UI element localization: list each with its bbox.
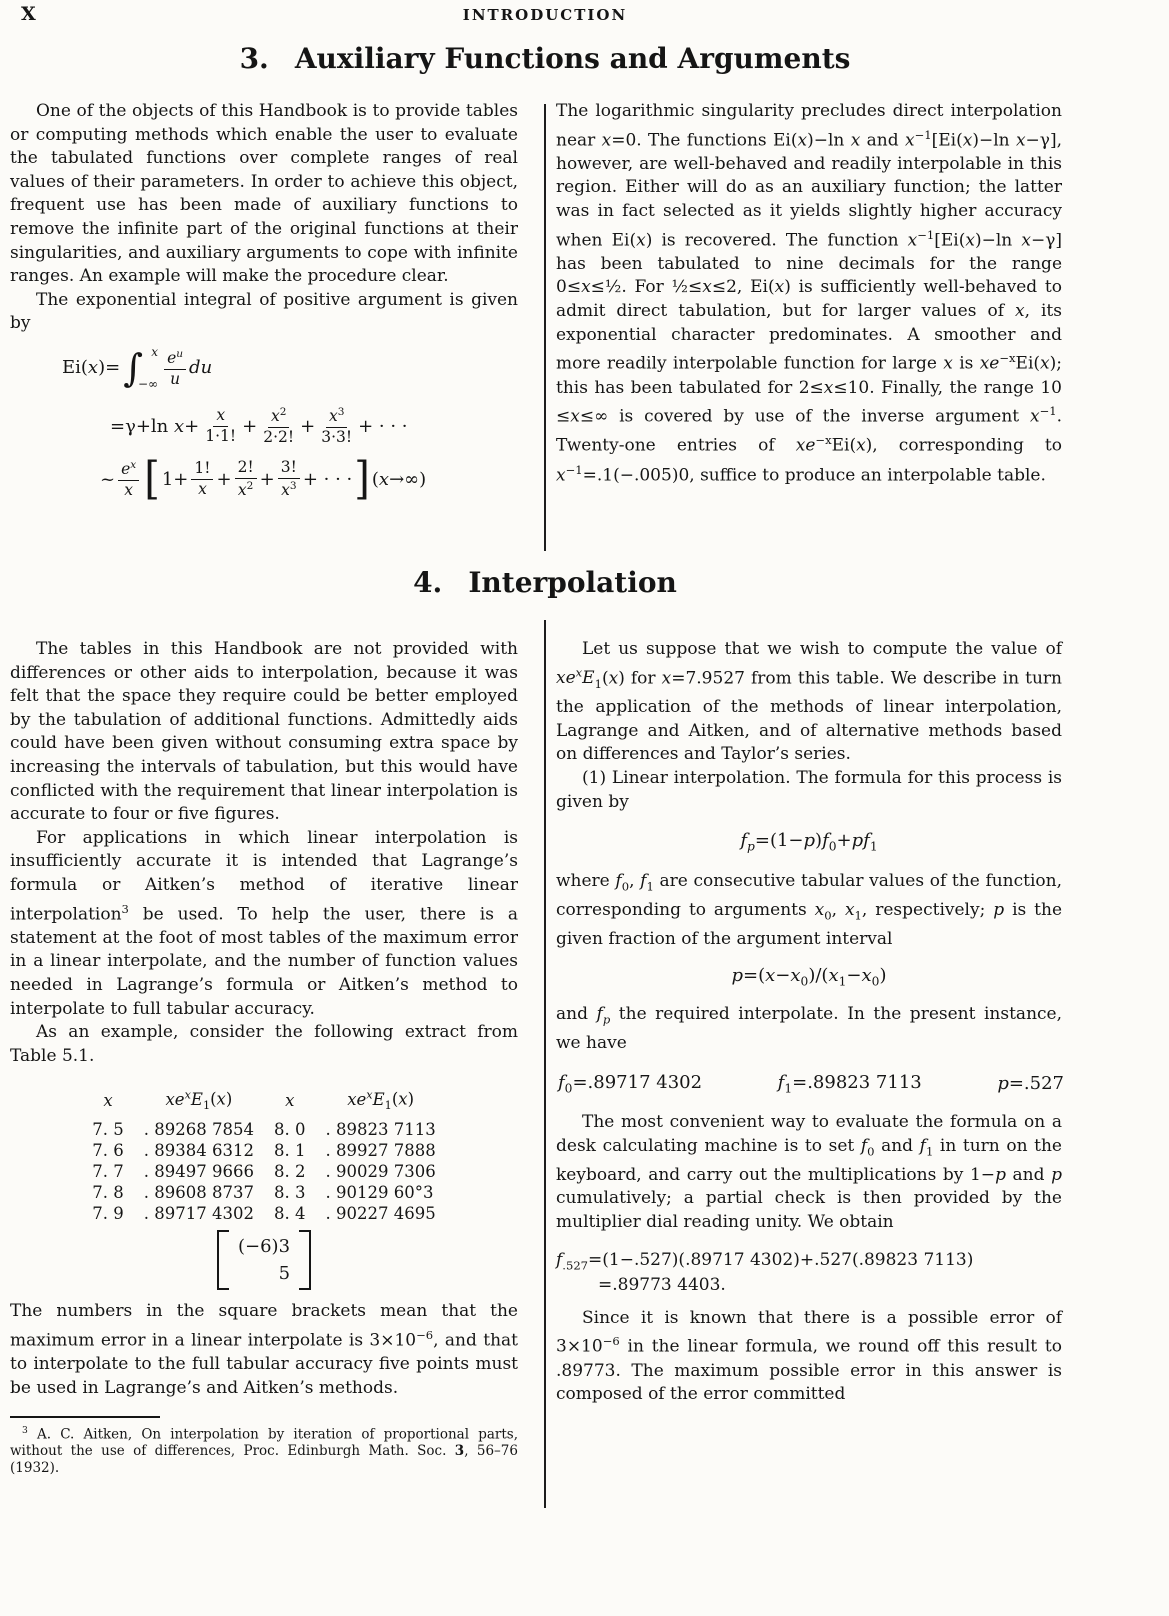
bracket-annotation xyxy=(217,1230,311,1290)
paragraph-lagrange-aitken: For applications in which linear interpolation is insufficiently accurate it is intended that Lagrange’s formula or Aitken’s method of iterative linear interpolation$^3$ be used. To help the user, there is a statement at the foot of most tables of the maximum error in a linear interpolate, and the number of function values needed in Lagrange’s formula or Aitken’s method to interpolate to full tabular accuracy. xyxy=(10,827,518,1019)
table-cell: . 89927 7888 xyxy=(325,1141,436,1161)
table-cell: . 89823 7113 xyxy=(325,1120,436,1140)
table-row xyxy=(82,1119,445,1140)
table-cell: 8. 4 xyxy=(274,1204,306,1224)
section3-title: Auxiliary Functions and Arguments xyxy=(294,42,851,75)
paragraph-square-brackets-meaning: The numbers in the square brackets mean that the maximum error in a linear interpolate is $3\times 10^{-6}$, and that to interpolate to the full tabular accuracy five points must be used in Lagrange’s and Aitken’s methods. xyxy=(10,1301,518,1398)
left-bracket xyxy=(217,1230,229,1290)
paragraph-required-interpolate: and $f_p$ the required interpolate. In the present instance, we have xyxy=(556,1003,1063,1053)
paragraph-possible-error: Since it is known that there is a possible error of $3\times 10^{-6}$ in the linear formula, we round off this result to .89773. The maximum possible error in this answer is composed of the error committed xyxy=(556,1307,1062,1405)
display-formula-f527-line2: =.89773 4403. xyxy=(598,1274,726,1295)
table-cell: 7. 9 xyxy=(92,1204,124,1224)
table-header-x: x xyxy=(103,1090,113,1110)
section4-title: Interpolation xyxy=(468,566,677,599)
section4-heading xyxy=(0,566,1090,599)
table-5-1-extract xyxy=(82,1084,445,1224)
table-cell: 7. 6 xyxy=(92,1141,124,1161)
table-cell: 7. 7 xyxy=(92,1162,124,1182)
table-cell: 7. 8 xyxy=(92,1183,124,1203)
bracket-values xyxy=(236,1230,292,1290)
table-row xyxy=(82,1182,445,1203)
paragraph-desk-calculating-machine: The most convenient way to evaluate the formula on a desk calculating machine is to set $f_0$ and $f_1$ in turn on the keyboard, and carry out the multiplications by 1−p and p cumulatively; a partial check is then provided by the multiplier dial reading unity. We obtain xyxy=(556,1112,1063,1232)
table-header-xexE1x: $xe^xE_1(x)$ xyxy=(165,1088,233,1113)
table-row xyxy=(82,1140,445,1161)
section3-heading xyxy=(0,42,1090,75)
paragraph-tables-no-differences: The tables in this Handbook are not provided with differences or other aids to interpolation, because it was felt that the space they require could be better employed by the tabulation of additional functions. Admittedly aids could have been given without consuming extra space by increasing the intervals of tabulation, but this would have conflicted with the requirement that linear interpolation is accurate to four or five figures. xyxy=(10,639,518,825)
display-values-f0-f1-p: $f_0=.89717$ 4302 $f_1=.89823$ 7113 p=.527 xyxy=(558,1071,1065,1096)
table-cell: 8. 1 xyxy=(274,1141,306,1161)
display-formula-fp: $f_p=(1-p)f_0+pf_1$ xyxy=(740,830,878,854)
section3-number: 3. xyxy=(239,42,269,75)
page-number: X xyxy=(21,3,36,25)
display-formula-ei-integral: Ei(x)= ∫ x −∞ $\frac{e^u}{u}$ du xyxy=(62,344,213,391)
display-formula-p: $p=(x-x_0)/(x_1-x_0)$ xyxy=(731,965,887,989)
table-cell: . 89268 7854 xyxy=(143,1120,254,1140)
bracket-max-error-value: (−6)3 xyxy=(237,1236,291,1258)
column-divider-section4 xyxy=(544,620,546,1508)
section4-right-column xyxy=(556,638,1065,1407)
table-header-x: x xyxy=(285,1090,295,1110)
column-divider-section3 xyxy=(544,104,546,551)
section4-left-column xyxy=(10,638,518,1477)
running-head: INTRODUCTION xyxy=(462,6,628,24)
table-header-xexE1x: $xe^xE_1(x)$ xyxy=(347,1088,414,1113)
table-cell: 8. 0 xyxy=(274,1120,306,1140)
display-formula-ei-asymptotic: ~ $\frac{e^x}{x}$ [ 1+ $\frac{1!}{x}$ + $\frac{2!}{x^2}$ + $\frac{3!}{x^3}$ + · · · ] (x→∞) xyxy=(100,453,427,505)
paragraph-logarithmic-singularity: The logarithmic singularity precludes direct interpolation near x=0. The functions Ei(x)−ln x and $x^{-1}[Ei(x)-\ln$ x−γ], however, are well-behaved and readily interpolable in this region. Either will do as an auxiliary function; the latter was in fact selected as it yields slightly higher accuracy when Ei(x) is recovered. The function $x^{-1}[Ei(x)-\ln$ x−γ] has been tabulated to nine decimals for the range 0≤x≤½. For ½≤x≤2, Ei(x) is sufficiently well-behaved to admit direct tabulation, but for larger values of x, its exponential character predominates. A smoother and more readily interpolable function for large x is $xe^{-x}Ei(x)$; this has been tabulated for 2≤x≤10. Finally, the range 10 ≤x≤∞ is covered by use of the inverse argument $x^{-1}$. Twenty-one entries of $xe^{-x}Ei(x)$, corresponding to $x^{-1}=.1(-.005)0$, suffice to produce an interpolable table. xyxy=(556,101,1062,486)
footnote-rule xyxy=(10,1416,160,1418)
display-formula-f527-line1: $f_{.527}=(1-.527)(.89717$ 4302)+.527(.89823 7113) xyxy=(556,1250,974,1273)
section4-number: 4. xyxy=(413,566,443,599)
footnote-aitken-reference: $^3$ A. C. Aitken, On interpolation by iteration of proportional parts, without the use of differences, Proc. Edinburgh Math. Soc. 3, 56–76 (1932). xyxy=(10,1425,518,1477)
paragraph-linear-interpolation: (1) Linear interpolation. The formula for this process is given by xyxy=(556,768,1062,812)
table-cell: . 89717 4302 xyxy=(143,1204,254,1224)
section3-right-column xyxy=(556,100,1062,488)
table-cell: 7. 5 xyxy=(92,1120,124,1140)
section3-left-column xyxy=(10,100,518,512)
right-bracket xyxy=(299,1230,311,1290)
table-cell: . 89497 9666 xyxy=(143,1162,254,1182)
table-cell: . 89384 6312 xyxy=(143,1141,254,1161)
paragraph-compute-value: Let us suppose that we wish to compute the value of $xe^xE_1(x)$ for x=7.9527 from this table. We describe in turn the application of the methods of linear interpolation, Lagrange and Aitken, and of alternative methods based on differences and Taylor’s series. xyxy=(556,639,1063,765)
paragraph-where-f0-f1: where $f_0$, $f_1$ are consecutive tabular values of the function, corresponding to arguments $x_0$, $x_1$, respectively; p is the given fraction of the argument interval xyxy=(556,870,1063,949)
paragraph-example-extract: As an example, consider the following extract from Table 5.1. xyxy=(10,1022,518,1066)
table-row xyxy=(82,1203,445,1224)
table-cell: . 90029 7306 xyxy=(325,1162,436,1182)
paragraph-exponential-integral-intro: The exponential integral of positive argument is given by xyxy=(10,289,518,334)
paragraph-objects-of-handbook: One of the objects of this Handbook is to provide tables or computing methods which enable the user to evaluate the tabulated functions over complete ranges of real values of their parameters. In order to achieve this object, frequent use has been made of auxiliary functions to remove the infinite part of the original functions at their singularities, and auxiliary arguments to cope with infinite ranges. An example will make the procedure clear. xyxy=(10,101,518,287)
table-cell: 8. 2 xyxy=(274,1162,306,1182)
table-cell: . 90227 4695 xyxy=(325,1204,436,1224)
table-cell: 8. 3 xyxy=(274,1183,306,1203)
display-formula-ei-series: =γ+ln x+ $\frac{x}{1\cdot 1!}$ + $\frac{x^2}{2\cdot 2!}$ + $\frac{x^3}{3\cdot 3!}$ + · · · xyxy=(110,405,408,446)
table-cell: . 89608 8737 xyxy=(143,1183,254,1203)
bracket-points-value: 5 xyxy=(278,1263,291,1285)
table-cell: . 90129 60°3 xyxy=(325,1183,434,1203)
table-row xyxy=(82,1161,445,1182)
table-header-row xyxy=(82,1084,445,1119)
